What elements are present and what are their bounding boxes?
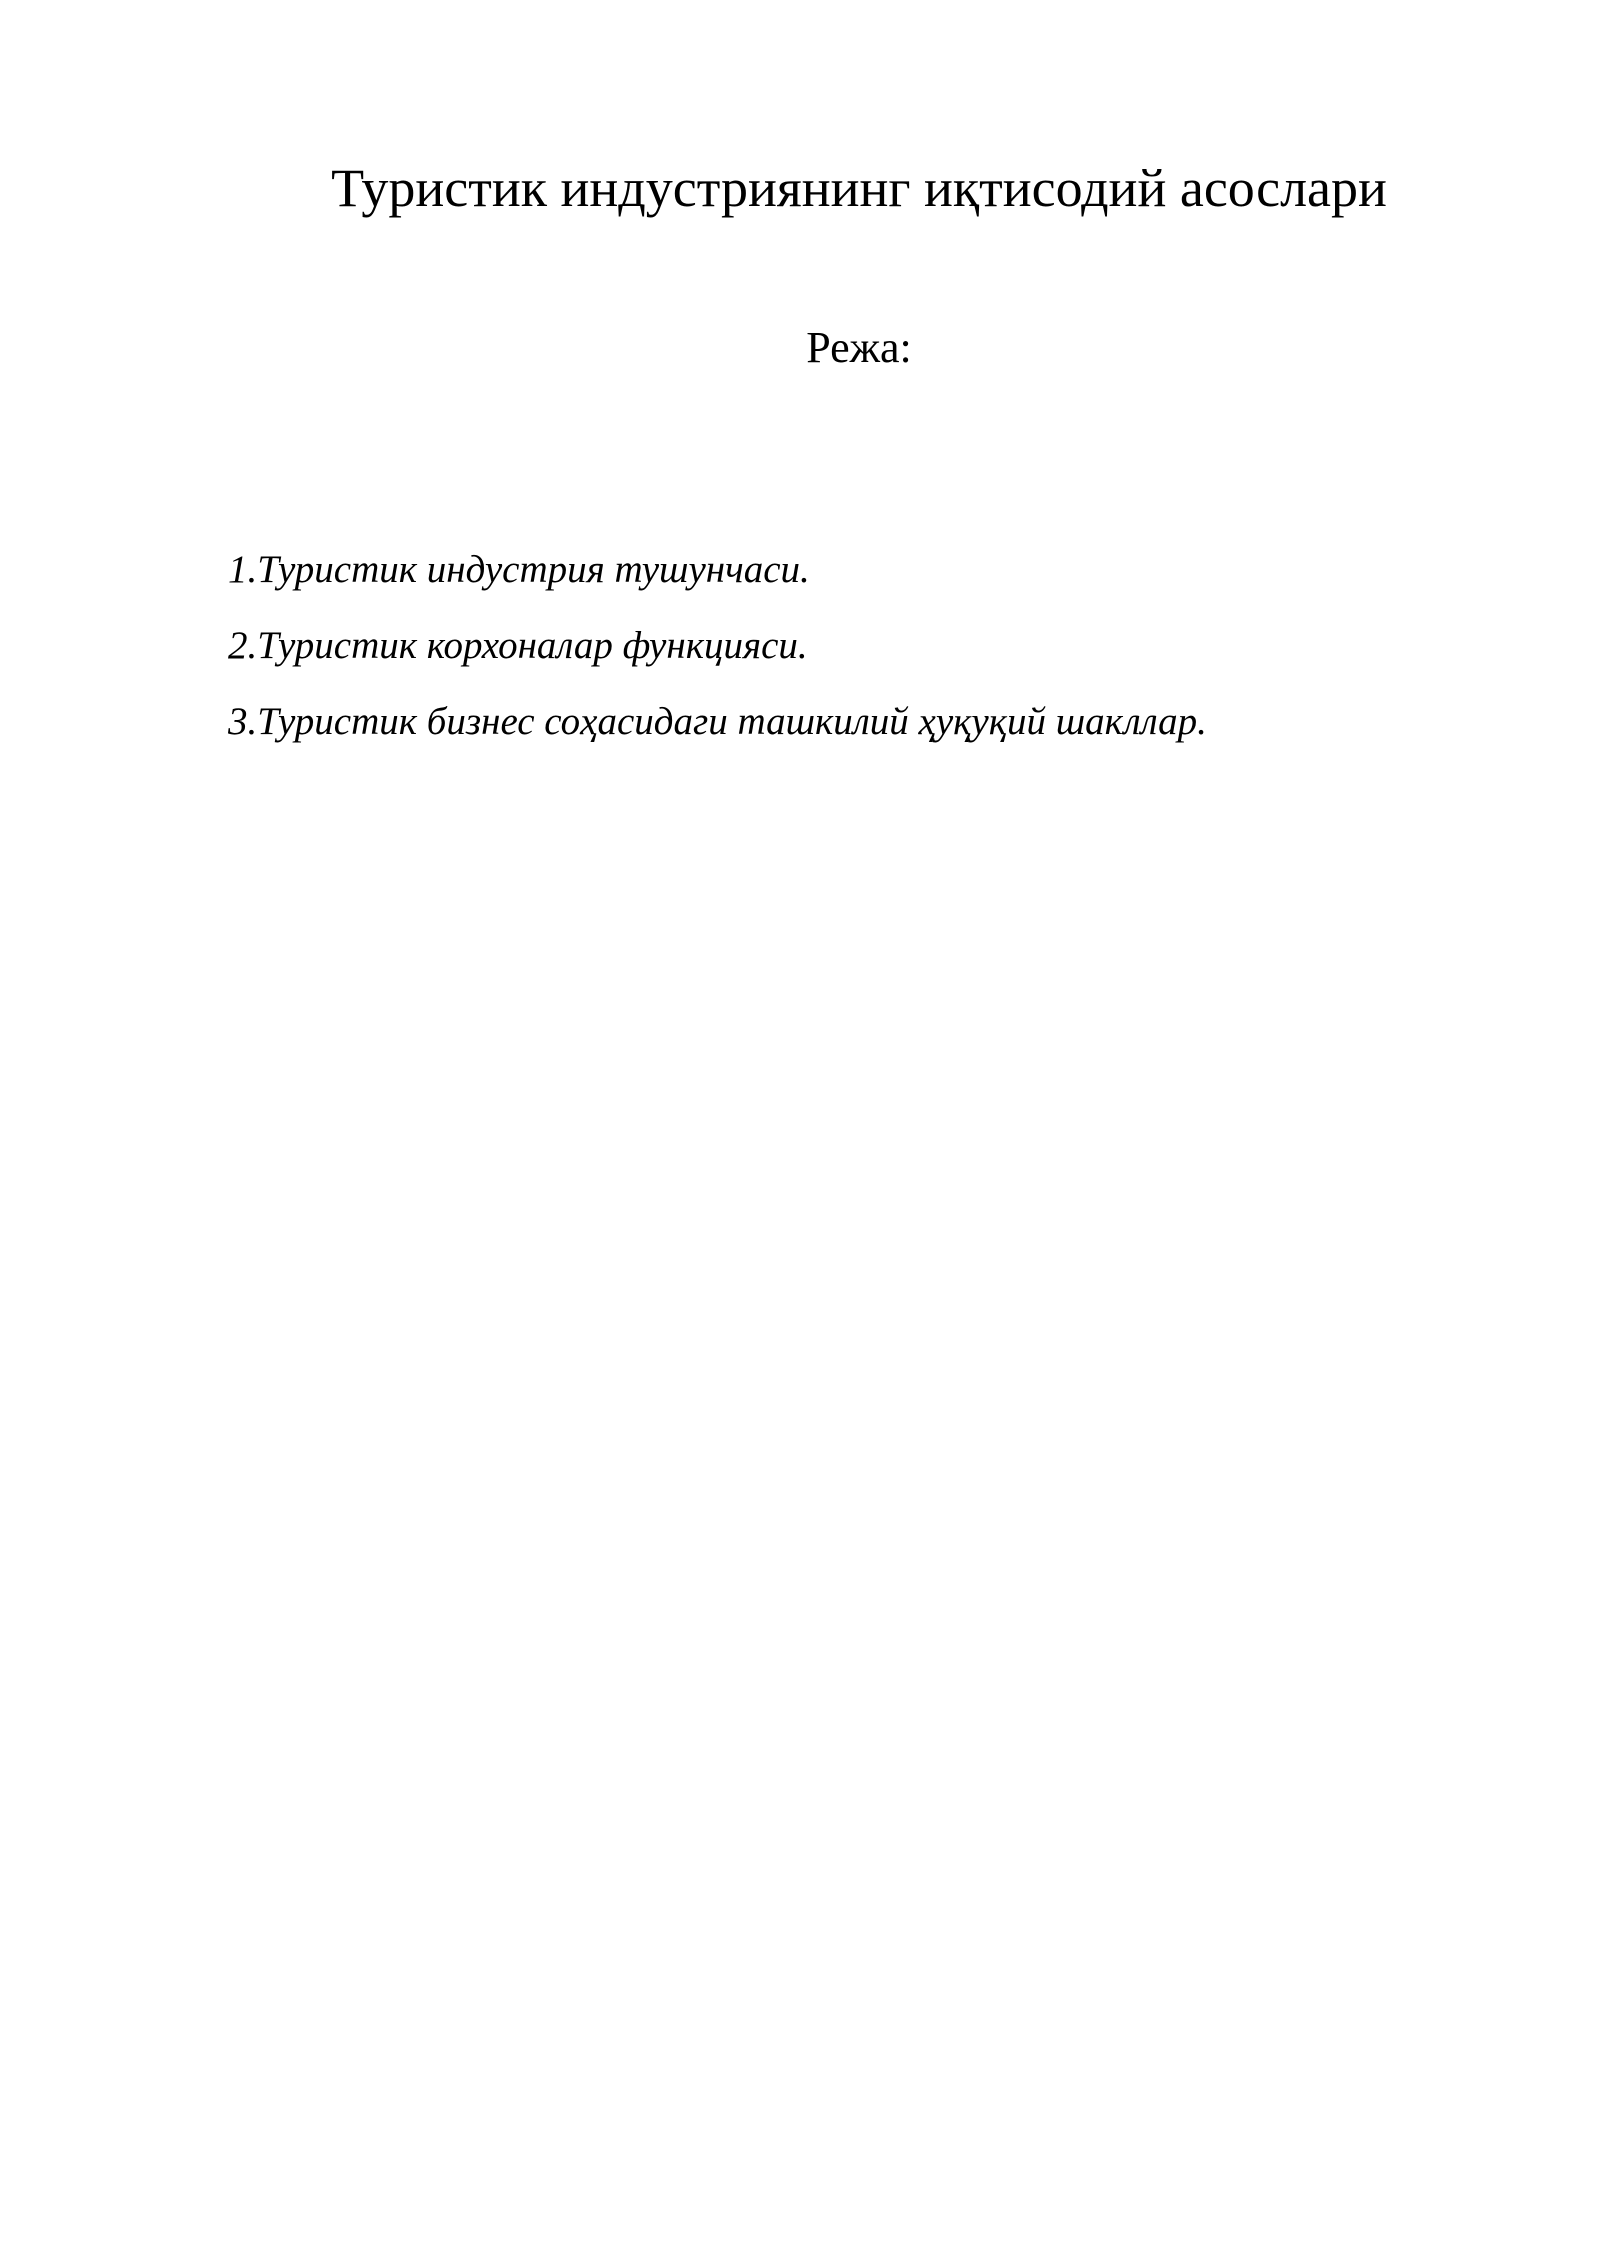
plan-item: 2.Туристик корхоналар функцияси. — [228, 624, 808, 667]
document-title: Туристик индустриянинг иқтисодий асослари — [331, 158, 1387, 218]
plan-heading: Режа: — [806, 323, 912, 372]
plan-item: 3.Туристик бизнес соҳасидаги ташкилий ҳуқуқий шакллар. — [228, 700, 1207, 743]
plan-item: 1.Туристик индустрия тушунчаси. — [228, 548, 810, 591]
plan-list — [228, 532, 1207, 760]
